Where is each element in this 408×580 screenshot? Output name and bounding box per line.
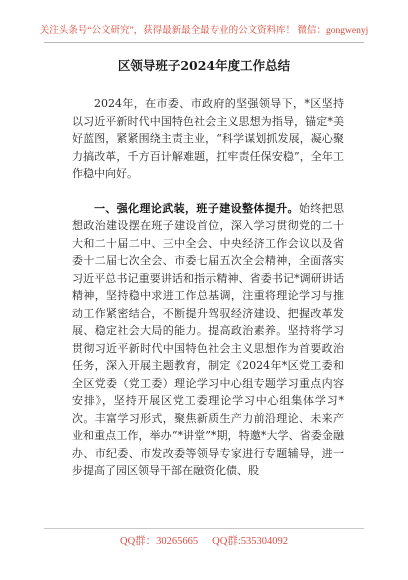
header-divider [44, 42, 364, 43]
footer [0, 533, 408, 548]
section1-text: 始终把思想政治建设摆在班子建设首位，深入学习贯彻党的二十大和二十届二中、三中全会、中央经济工作会议以及省委十二届七次全会、市委七届五次全会精神，全面落实习近平总书记重要讲话和指示精神、省委书记*调研讲话精神，坚持稳中求进工作总基调，注重将理论学习与推动工作紧密结合，不断提升驾驭经济建设、把握改革发展、稳定社会大局的能力。提高政治素养。坚持将学习贯彻习近平新时代中国特色社会主义思想作为首要政治任务，深入开展主题教育，制定《2024年*区党工委和全区党委（党工委）理论学习中心组专题学习重点内容安排》，坚持开展区党工委理论学习中心组集体学习*次。丰富学习形式，聚焦新质生产力前沿理论、未来产业和重点工作，举办“*讲堂”*期，特邀*大学、省委金融办、市纪委、市发改委等领导专家进行专题辅导，进一步提高了园区领导干部在融资化债、股 [72, 201, 345, 477]
section1-heading: 一、强化理论武装，班子建设整体提升。 [94, 201, 299, 215]
section1-paragraph [72, 200, 344, 480]
document-body [72, 95, 344, 480]
footer-divider [44, 528, 364, 529]
footer-qq-group-1: QQ群：30265665 [119, 536, 199, 547]
header-banner: 关注头条号“公文研究”，获得最新最全最专业的公文资料库！ 微信：gongwenyj [39, 26, 369, 36]
footer-qq-group-2: QQ群:535304092 [212, 536, 288, 547]
intro-paragraph: 2024年，在市委、市政府的坚强领导下，*区坚持以习近平新时代中国特色社会主义思想为指导，锚定*美好蓝图，紧紧围绕主责主业，“科学谋划抓发展，凝心聚力搞改革，千方百计解难题，扛牢责任保安稳”，全年工作稳中向好。 [72, 97, 344, 180]
document-title: 区领导班子2024年度工作总结 [117, 58, 291, 73]
